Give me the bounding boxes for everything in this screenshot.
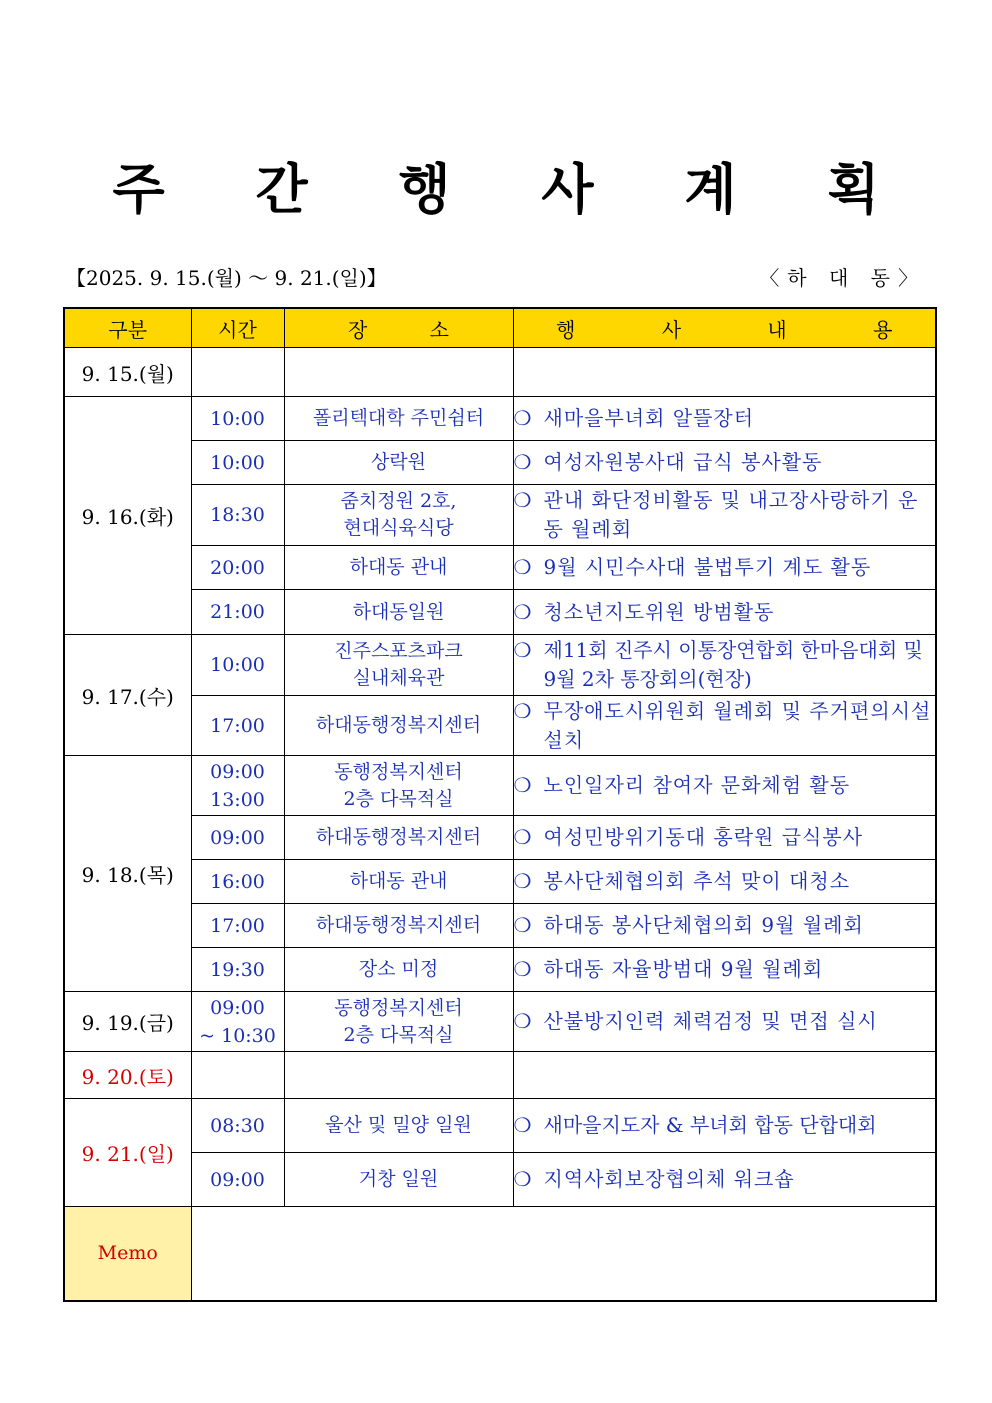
header-content: 행 사 내 용 [513,308,936,348]
bullet-icon: ❍ [513,869,532,893]
table-row [64,441,936,485]
time-cell: 09:00 [191,816,284,860]
empty-cell [513,1052,936,1099]
time-cell: 10:00 [191,441,284,485]
place-cell: 하대동일원 [284,590,513,635]
place-cell: 진주스포츠파크 실내체육관 [284,635,513,696]
event-cell: ❍ 지역사회보장협의체 워크숍 [513,1153,936,1207]
time-cell: 09:00 13:00 [191,756,284,816]
day-cell: 9. 15.(월) [64,348,191,397]
table-row [64,1153,936,1207]
bullet-icon: ❍ [513,450,532,474]
header-time: 시간 [191,308,284,348]
day-cell: 9. 17.(수) [64,635,191,756]
empty-cell [513,348,936,397]
time-cell: 17:00 [191,696,284,756]
place-cell: 동행정복지센터 2층 다목적실 [284,992,513,1052]
event-cell: ❍ 청소년지도위원 방범활동 [513,590,936,635]
table-row [64,756,936,816]
bullet-icon: ❍ [513,913,532,937]
table-row [64,1052,936,1099]
time-cell: 10:00 [191,635,284,696]
place-cell: 장소 미정 [284,948,513,992]
bullet-icon: ❍ [513,773,532,797]
event-cell: ❍ 산불방지인력 체력검정 및 면접 실시 [513,992,936,1052]
place-cell: 동행정복지센터 2층 다목적실 [284,756,513,816]
bullet-icon: ❍ [513,825,532,849]
place-cell: 하대동행정복지센터 [284,696,513,756]
place-cell: 거창 일원 [284,1153,513,1207]
place-cell: 울산 및 밀양 일원 [284,1099,513,1153]
place-cell: 하대동행정복지센터 [284,904,513,948]
event-cell: ❍ 여성민방위기동대 홍락원 급식봉사 [513,816,936,860]
header-location: 장 소 [284,308,513,348]
bullet-icon: ❍ [513,1113,532,1137]
empty-cell [284,1052,513,1099]
header-category: 구분 [64,308,191,348]
schedule-table [63,307,937,1302]
day-cell: 9. 20.(토) [64,1052,191,1099]
time-cell: 16:00 [191,860,284,904]
table-row [64,696,936,756]
department-name: 〈하 대 동〉 [759,266,926,290]
day-cell: 9. 16.(화) [64,397,191,635]
bullet-icon: ❍ [513,599,532,624]
place-cell: 폴리텍대학 주민쉼터 [284,397,513,441]
event-cell: ❍ 하대동 자율방범대 9월 월례회 [513,948,936,992]
event-cell: ❍ 새마을부녀회 알뜰장터 [513,397,936,441]
day-cell: 9. 18.(목) [64,756,191,992]
bullet-icon: ❍ [513,1009,532,1033]
event-cell: ❍ 하대동 봉사단체협의회 9월 월례회 [513,904,936,948]
event-cell: ❍ 무장애도시위원회 월례회 및 주거편의시설 설치 [513,696,936,756]
bullet-icon: ❍ [513,555,532,579]
bullet-icon: ❍ [513,698,532,723]
event-cell: ❍ 9월 시민수사대 불법투기 계도 활동 [513,546,936,590]
memo-label: Memo [64,1207,191,1301]
empty-cell [284,348,513,397]
time-cell: 19:30 [191,948,284,992]
place-cell: 하대동행정복지센터 [284,816,513,860]
bullet-icon: ❍ [513,1167,532,1191]
event-cell: ❍ 여성자원봉사대 급식 봉사활동 [513,441,936,485]
day-cell: 9. 21.(일) [64,1099,191,1207]
day-cell: 9. 19.(금) [64,992,191,1052]
bullet-icon: ❍ [513,406,532,430]
place-cell: 상락원 [284,441,513,485]
event-cell: ❍ 관내 화단정비활동 및 내고장사랑하기 운동 월례회 [513,485,936,546]
time-cell: 21:00 [191,590,284,635]
event-cell: ❍ 노인일자리 참여자 문화체험 활동 [513,756,936,816]
date-range: 【2025. 9. 15.(월) ～ 9. 21.(일)】 [66,266,387,290]
table-row [64,485,936,546]
table-row [64,860,936,904]
time-cell: 09:00 ~ 10:30 [191,992,284,1052]
table-row [64,816,936,860]
time-cell: 08:30 [191,1099,284,1153]
table-row [64,635,936,696]
event-cell: ❍ 제11회 진주시 이통장연합회 한마음대회 및 9월 2차 통장회의(현장) [513,635,936,696]
table-row [64,590,936,635]
table-row [64,546,936,590]
header-row [64,308,936,348]
place-cell: 줌치정원 2호, 현대식육식당 [284,485,513,546]
time-cell: 20:00 [191,546,284,590]
event-cell: ❍ 봉사단체협의회 추석 맞이 대청소 [513,860,936,904]
table-row [64,1099,936,1153]
empty-cell [191,1052,284,1099]
time-cell: 09:00 [191,1153,284,1207]
time-cell: 18:30 [191,485,284,546]
table-row [64,948,936,992]
place-cell: 하대동 관내 [284,546,513,590]
bullet-icon: ❍ [513,957,532,981]
table-row [64,904,936,948]
memo-row [64,1207,936,1301]
bullet-icon: ❍ [513,488,532,512]
event-cell: ❍ 새마을지도자 & 부녀회 합동 단합대회 [513,1099,936,1153]
table-row [64,397,936,441]
table-row [64,348,936,397]
time-cell: 17:00 [191,904,284,948]
table-row [64,992,936,1052]
place-cell: 하대동 관내 [284,860,513,904]
empty-cell [191,348,284,397]
page-title: 주 간 행 사 계 획 [112,158,916,221]
memo-area [191,1207,936,1301]
time-cell: 10:00 [191,397,284,441]
bullet-icon: ❍ [513,638,532,662]
